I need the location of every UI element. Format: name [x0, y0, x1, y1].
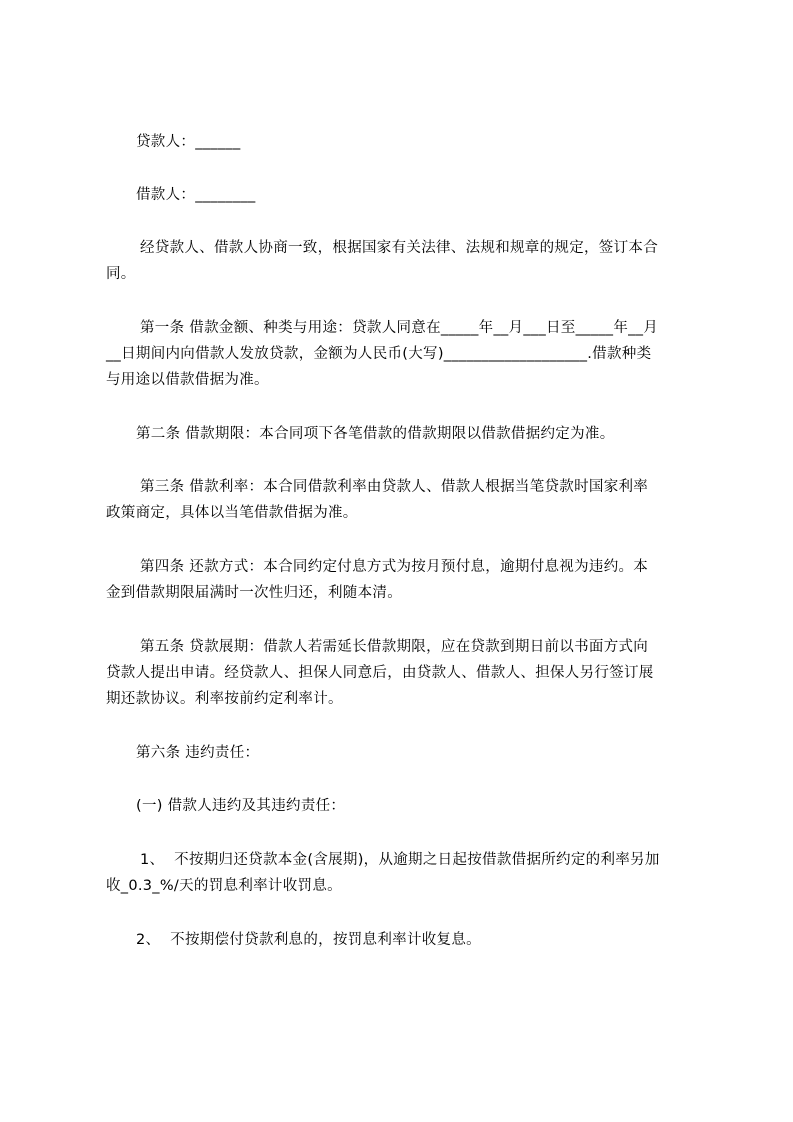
- article-1-line-3: 与用途以借款借据为准。: [106, 372, 269, 388]
- article-4-line-1: 第四条 还款方式：本合同约定付息方式为按月预付息，逾期付息视为违约。本: [140, 559, 649, 575]
- intro-line-2: 同。: [106, 266, 136, 282]
- article-5-line-2: 贷款人提出申请。经贷款人、担保人同意后，由贷款人、借款人、担保人另行签订展: [106, 665, 654, 681]
- item-2: 2、 不按期偿付贷款利息的，按罚息利率计收复息。: [136, 932, 481, 948]
- item-1-line-2: 收_0.3_%/天的罚息利率计收罚息。: [106, 878, 342, 894]
- article-1-line-1: 第一条 借款金额、种类与用途：贷款人同意在_____年__月___日至_____年__月: [140, 320, 659, 336]
- article-2: 第二条 借款期限：本合同项下各笔借款的借款期限以借款借据约定为准。: [136, 426, 615, 442]
- section-1: (一) 借款人违约及其违约责任：: [136, 798, 346, 814]
- item-1-line-1: 1、 不按期归还贷款本金(含展期)，从逾期之日起按借款借据所约定的利率另加: [140, 852, 660, 868]
- article-6: 第六条 违约责任：: [136, 745, 260, 761]
- article-1-line-2: __日期间内向借款人发放贷款，金额为人民币(大写)___________________.借款种类: [106, 346, 652, 362]
- article-5-line-3: 期还款协议。利率按前约定利率计。: [106, 691, 343, 707]
- intro-line-1: 经贷款人、借款人协商一致，根据国家有关法律、法规和规章的规定，签订本合: [140, 240, 658, 256]
- article-3-line-1: 第三条 借款利率：本合同借款利率由贷款人、借款人根据当笔贷款时国家利率: [140, 479, 649, 495]
- article-3-line-2: 政策商定，具体以当笔借款借据为准。: [106, 505, 358, 521]
- article-4-line-2: 金到借款期限届满时一次性归还，利随本清。: [106, 585, 402, 601]
- borrower-line: 借款人：________: [136, 187, 256, 203]
- lender-line: 贷款人：______: [136, 134, 241, 150]
- article-5-line-1: 第五条 贷款展期：借款人若需延长借款期限，应在贷款到期日前以书面方式向: [140, 639, 649, 655]
